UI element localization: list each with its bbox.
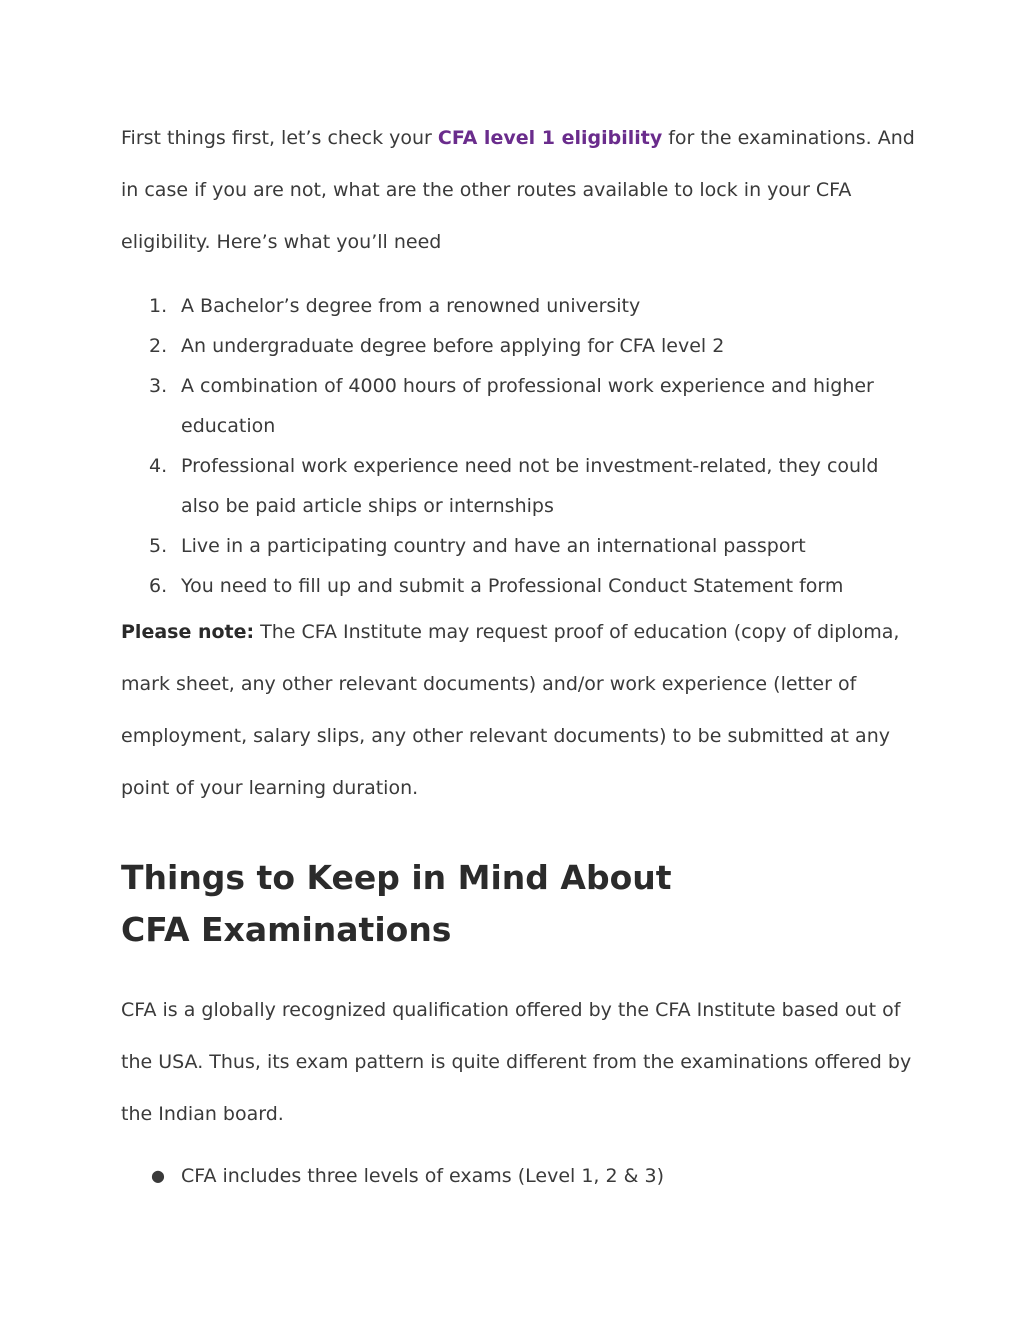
note-text: The CFA Institute may request proof of education (copy of diploma, mark sheet, any other relevant documents) and/or work experience (letter of employment, salary slips, any other relevant documents) to be submitted at any point of your learning duration. (121, 621, 900, 799)
list-item (121, 1156, 921, 1196)
list-item-text: A Bachelor’s degree from a renowned university (181, 295, 641, 317)
list-item-text: An undergraduate degree before applying for CFA level 2 (181, 335, 725, 357)
list-item-text: You need to fill up and submit a Professional Conduct Statement form (181, 575, 844, 597)
list-number: 4. (149, 455, 168, 477)
requirements-list (121, 286, 921, 606)
list-number: 2. (149, 335, 168, 357)
list-number: 6. (149, 575, 168, 597)
list-item (121, 366, 921, 446)
list-item (121, 566, 921, 606)
list-item-text: CFA includes three levels of exams (Level 1, 2 & 3) (181, 1165, 664, 1187)
list-number: 5. (149, 535, 168, 557)
note-label: Please note: (121, 621, 255, 643)
list-number: 3. (149, 375, 168, 397)
intro-text-before: First things first, let’s check your (121, 127, 438, 149)
list-item (121, 446, 921, 526)
list-item-text: A combination of 4000 hours of professional work experience and higher education (181, 375, 874, 437)
note-paragraph (121, 606, 921, 814)
list-item-text: Professional work experience need not be investment-related, they could also be paid article ships or internships (181, 455, 879, 517)
bullet-icon: ● (151, 1166, 165, 1185)
list-number: 1. (149, 295, 168, 317)
section-intro-paragraph: CFA is a globally recognized qualification offered by the CFA Institute based out of the USA. Thus, its exam pattern is quite different from the examinations offered by the Indian board. (121, 999, 912, 1125)
list-item (121, 326, 921, 366)
intro-paragraph (121, 112, 921, 268)
cfa-eligibility-link[interactable]: CFA level 1 eligibility (437, 127, 663, 149)
list-item-text: Live in a participating country and have an international passport (181, 535, 806, 557)
list-item (121, 526, 921, 566)
intro-text-after: for the examinations. And in case if you are not, what are the other routes available to lock in your CFA eligibility. Here’s what you’ll need (121, 127, 915, 253)
article-body (121, 112, 921, 1196)
list-item (121, 286, 921, 326)
section-heading: Things to Keep in Mind About CFA Examinations (121, 858, 672, 949)
exam-facts-list (121, 1156, 921, 1196)
